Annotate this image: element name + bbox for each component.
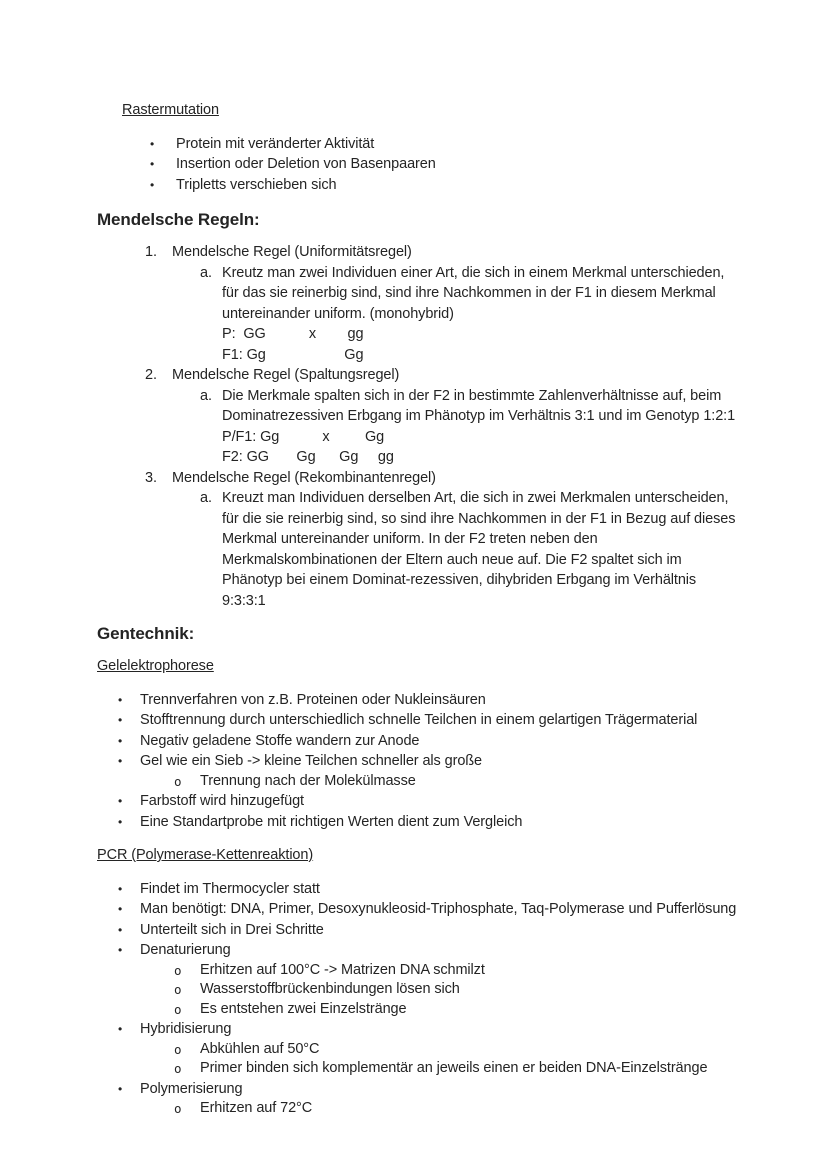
pcr-bullet-list	[97, 879, 737, 1119]
bullet-text: Trennverfahren von z.B. Proteinen oder Nukleinsäuren	[140, 691, 486, 708]
mendel-rule-item	[97, 468, 736, 612]
bullet-icon: •	[118, 922, 123, 937]
bullet-item	[97, 751, 730, 772]
bullet-icon: •	[118, 814, 123, 829]
sub-bullet-item	[97, 772, 730, 792]
bullet-item	[97, 690, 730, 711]
mendel-rule-item	[97, 242, 730, 365]
mendel-rules-list	[97, 242, 736, 611]
sub-bullet-item	[97, 980, 730, 1000]
subpoint-text	[222, 386, 736, 427]
rule-subpoint-row	[97, 386, 736, 427]
bullet-item	[97, 940, 730, 961]
subpoint-letter: a.	[200, 264, 212, 281]
bullet-item	[97, 812, 730, 833]
bullet-icon: •	[118, 754, 123, 768]
paragraph-line: Die Merkmale spalten sich in der F2 in bestimmte Zahlenverhältnisse auf, beim	[222, 387, 722, 404]
rastermutation-bullet-list	[97, 134, 730, 196]
bullet-text: Farbstoff wird hinzugefügt	[140, 793, 304, 809]
paragraph-line: für die sie reinerbig sind, so sind ihre Nachkommen in der F1 in Bezug auf dieses	[222, 510, 736, 527]
bullet-text: Denaturierung	[140, 942, 231, 958]
paragraph-line: Phänotyp bei einem Dominat-rezessiven, dihybriden Erbgang im Verhältnis	[222, 572, 697, 588]
bullet-item	[97, 879, 730, 900]
paragraph-line: Dominatrezessiven Erbgang im Phänotyp im Verhältnis 3:1 und im Genotyp 1:2:1	[222, 408, 736, 424]
sub-bullet-item	[97, 1000, 730, 1020]
bullet-icon: •	[118, 902, 123, 916]
bullet-icon: •	[118, 733, 123, 748]
subpoint-letter: a.	[200, 490, 212, 506]
paragraph-line: Merkmalskombinationen der Eltern auch neue auf. Die F2 spaltet sich im	[222, 551, 682, 568]
rule-title-text: Mendelsche Regel (Spaltungsregel)	[172, 367, 400, 383]
sub-bullet-text: Trennung nach der Molekülmasse	[200, 772, 416, 789]
bullet-icon: •	[118, 881, 123, 896]
bullet-icon: •	[150, 136, 155, 151]
bullet-text: Stofftrennung durch unterschiedlich schnelle Teilchen in einem gelartigen Trägermaterial	[140, 712, 698, 728]
mendel-rule-item	[97, 365, 736, 468]
rule-number: 2.	[145, 367, 157, 383]
rule-subpoint-row	[97, 263, 730, 325]
circle-bullet-icon: o	[174, 1061, 182, 1076]
bullet-icon: •	[118, 943, 123, 957]
sub-bullet-text: Erhitzen auf 100°C -> Matrizen DNA schmilzt	[200, 961, 485, 978]
bullet-icon: •	[118, 692, 123, 707]
bullet-item	[97, 154, 730, 175]
genotype-line: F2: GG Gg Gg gg	[222, 449, 394, 465]
paragraph-line: Kreutz man zwei Individuen einer Art, die sich in einem Merkmal unterschieden,	[222, 264, 725, 281]
section-heading-gelelektrophorese: Gelelektrophorese	[97, 658, 214, 674]
bullet-text: Negativ geladene Stoffe wandern zur Anode	[140, 732, 420, 749]
bullet-text: Man benötigt: DNA, Primer, Desoxynukleosid-Triphosphate, Taq-Polymerase und Pufferlösung	[140, 901, 737, 917]
bullet-item	[97, 791, 730, 812]
bullet-item	[97, 710, 730, 731]
circle-bullet-icon: o	[174, 982, 182, 997]
bullet-icon: •	[118, 794, 123, 808]
bullet-icon: •	[150, 157, 155, 171]
bullet-item	[97, 1019, 730, 1040]
subpoint-text	[222, 263, 724, 325]
genotype-line: P/F1: Gg x Gg	[222, 428, 385, 445]
bullet-text: Insertion oder Deletion von Basenpaaren	[176, 156, 436, 172]
subpoint-letter: a.	[200, 387, 212, 404]
rule-number: 3.	[145, 469, 157, 486]
rule-title-text: Mendelsche Regel (Uniformitätsregel)	[172, 244, 412, 260]
bullet-text: Eine Standartprobe mit richtigen Werten dient zum Vergleich	[140, 813, 523, 830]
rule-number: 1.	[145, 244, 157, 260]
sub-bullet-item	[97, 1040, 730, 1060]
bullet-text: Hybridisierung	[140, 1021, 232, 1037]
circle-bullet-icon: o	[174, 773, 182, 789]
genotype-line: P: GG x gg	[222, 326, 364, 342]
circle-bullet-icon: o	[174, 962, 182, 978]
circle-bullet-icon: o	[174, 1001, 182, 1017]
sub-bullet-item	[97, 1059, 730, 1079]
bullet-icon: •	[150, 177, 155, 192]
subpoint-text	[222, 488, 736, 611]
section-heading-rastermutation: Rastermutation	[122, 102, 219, 118]
bullet-text: Findet im Thermocycler statt	[140, 880, 320, 897]
sub-bullet-text: Wasserstoffbrückenbindungen lösen sich	[200, 981, 460, 997]
bullet-text: Protein mit veränderter Aktivität	[176, 135, 375, 152]
sub-bullet-text: Es entstehen zwei Einzelstränge	[200, 1000, 407, 1017]
sub-bullet-item	[97, 1099, 730, 1119]
bullet-item	[97, 175, 730, 196]
sub-bullet-item	[97, 961, 730, 981]
bullet-icon: •	[118, 1022, 123, 1036]
sub-bullet-text: Primer binden sich komplementär an jeweils einen er beiden DNA-Einzelstränge	[200, 1060, 708, 1076]
gelelektrophorese-bullet-list	[97, 690, 730, 833]
rule-title-text: Mendelsche Regel (Rekombinantenregel)	[172, 469, 436, 486]
rule-title-row	[97, 365, 730, 386]
bullet-icon: •	[118, 713, 123, 727]
bullet-text: Gel wie ein Sieb -> kleine Teilchen schneller als große	[140, 753, 483, 769]
circle-bullet-icon: o	[174, 1101, 182, 1116]
bullet-item	[97, 1079, 730, 1100]
sub-bullet-text: Abkühlen auf 50°C	[200, 1040, 320, 1057]
section-heading-pcr: PCR (Polymerase-Kettenreaktion)	[97, 847, 314, 863]
section-heading-gentechnik: Gentechnik:	[97, 624, 195, 643]
bullet-item	[97, 920, 730, 941]
sub-bullet-text: Erhitzen auf 72°C	[200, 1100, 313, 1116]
rule-title-row	[97, 242, 730, 263]
bullet-item	[97, 731, 730, 752]
bullet-text: Polymerisierung	[140, 1080, 243, 1097]
genotype-line: F1: Gg Gg	[222, 346, 364, 363]
bullet-text: Tripletts verschieben sich	[176, 176, 337, 193]
bullet-text: Unterteilt sich in Drei Schritte	[140, 921, 324, 938]
rule-title-row	[97, 468, 730, 489]
paragraph-line: für das sie reinerbig sind, sind ihre Nachkommen in der F1 in diesem Merkmal	[222, 285, 716, 301]
section-heading-mendelsche-regeln: Mendelsche Regeln:	[97, 210, 260, 229]
paragraph-line: Kreuzt man Individuen derselben Art, die sich in zwei Merkmalen unterscheiden,	[222, 490, 729, 506]
bullet-item	[97, 899, 737, 920]
rule-subpoint-row	[97, 488, 736, 611]
paragraph-line: Merkmal untereinander uniform. In der F2 treten neben den	[222, 531, 598, 547]
bullet-item	[97, 134, 730, 155]
paragraph-line: 9:3:3:1	[222, 592, 266, 609]
bullet-icon: •	[118, 1081, 123, 1096]
circle-bullet-icon: o	[174, 1041, 182, 1057]
paragraph-line: untereinander uniform. (monohybrid)	[222, 305, 454, 322]
